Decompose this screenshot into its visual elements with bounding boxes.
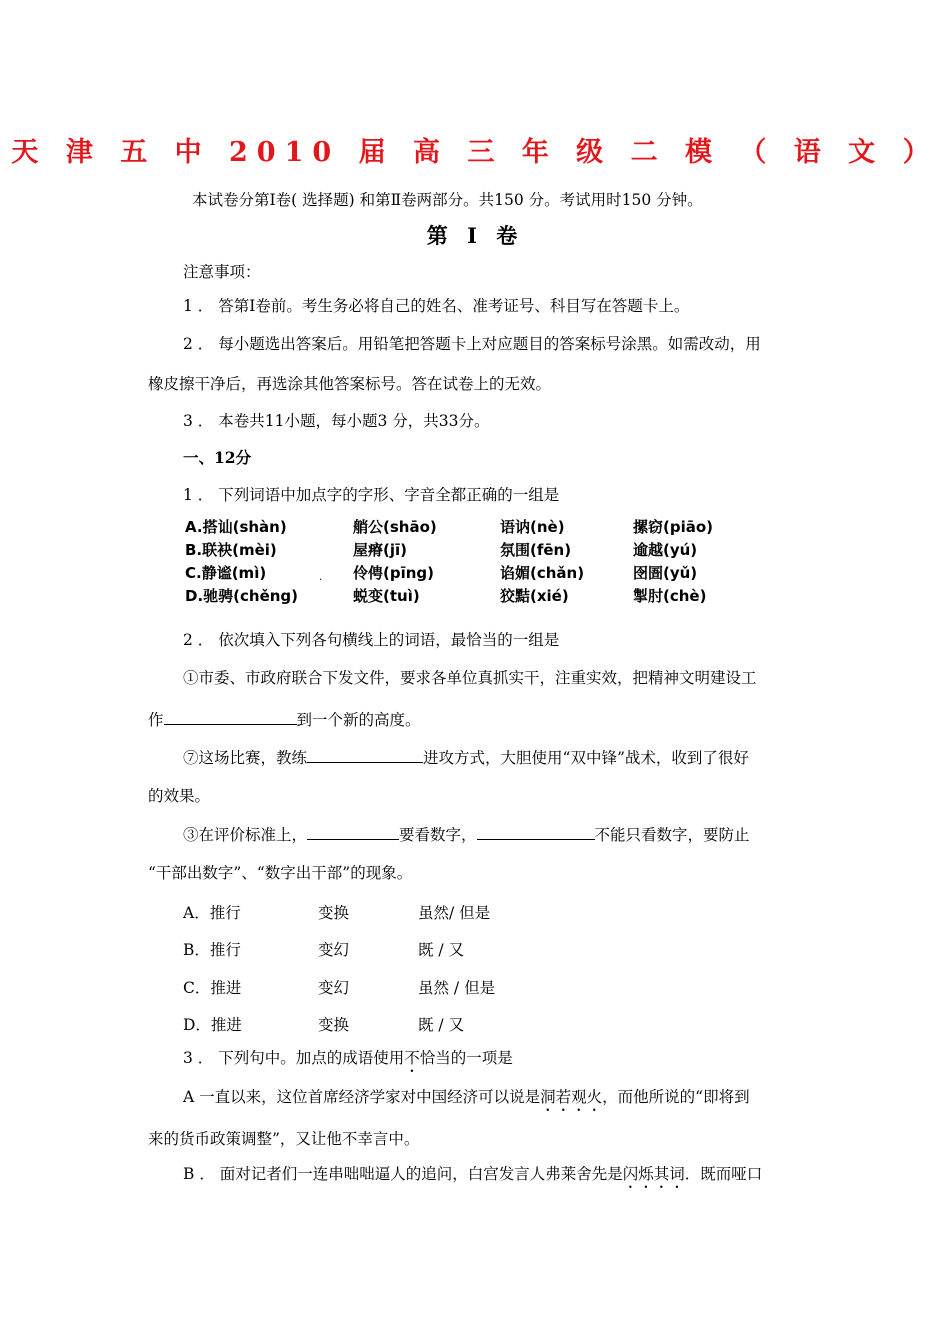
- sentence-text: 要看数字，: [399, 826, 477, 844]
- option-cell: 囹圄(yǔ): [633, 564, 698, 582]
- sentence-text: 3 ． 下列句中。加点的成语使用: [183, 1049, 405, 1067]
- option-c-word2: 变幻: [318, 979, 350, 997]
- option-cell: 伶俜(pīng): [353, 564, 435, 582]
- option-b-word2: 变幻: [318, 941, 350, 959]
- sentence-2: [183, 746, 749, 768]
- option-d-word3: 既 / 又: [418, 1016, 465, 1034]
- note-item-2-cont: 橡皮擦干净后，再选涂其他答案标号。答在试卷上的无效。: [148, 375, 552, 393]
- sentence-text: 不能只看数字，要防止: [594, 826, 750, 844]
- option-cell: 屋瘠(jī): [353, 541, 407, 559]
- sentence-2-cont: 的效果。: [148, 787, 211, 805]
- question-2-stem: 2 ． 依次填入下列各句横线上的词语，最恰当的一组是: [183, 631, 560, 649]
- fill-blank: [477, 823, 595, 840]
- option-cell: 谄媚(chǎn): [500, 564, 585, 582]
- sentence-1: ①市委、市政府联合下发文件，要求各单位真抓实干，注重实效，把精神文明建设工: [183, 669, 757, 687]
- question-3-option-b: [183, 1164, 762, 1192]
- option-cell: 狡黠(xié): [500, 587, 569, 605]
- exam-intro: 本试卷分第Ⅰ卷( 选择题) 和第Ⅱ卷两部分。共150 分。考试用时150 分钟。: [192, 191, 703, 209]
- sentence-text: B ． 面对记者们一连串咄咄逼人的追问，白宫发言人弗莱舍先是: [183, 1165, 623, 1183]
- option-d-word2: 变换: [318, 1016, 350, 1034]
- sentence-text: ．既而哑口: [684, 1165, 763, 1183]
- question-3-option-a-cont: 来的货币政策调整”，又让他不幸言中。: [148, 1130, 420, 1148]
- sentence-3-cont: “干部出数字”、“数字出干部”的现象。: [148, 864, 413, 882]
- option-cell: 摞窃(piāo): [633, 518, 714, 536]
- option-cell: D.驰骋(chěng): [185, 587, 299, 605]
- sentence-3: [183, 823, 750, 845]
- sentence-text: A 一直以来，这位首席经济学家对中国经济可以说是: [183, 1088, 541, 1106]
- section-title: 第 Ⅰ 卷: [426, 223, 524, 248]
- option-c-label: C．推进: [183, 979, 242, 997]
- question-3-stem: [183, 1048, 513, 1076]
- stray-dot: ·: [319, 575, 323, 586]
- dotted-word: 不: [404, 1049, 420, 1067]
- part-heading: 一、12分: [183, 448, 252, 467]
- option-cell: 逾越(yú): [633, 541, 698, 559]
- option-a-label: A．推行: [183, 904, 241, 922]
- question-1-stem: 1 ． 下列词语中加点字的字形、字音全都正确的一组是: [183, 486, 560, 504]
- option-cell: 语讷(nè): [500, 518, 565, 536]
- option-cell: 蜕变(tuì): [353, 587, 420, 605]
- option-b-word3: 既 / 又: [418, 941, 465, 959]
- sentence-text: 恰当的一项是: [419, 1049, 513, 1067]
- fill-blank: [164, 708, 297, 725]
- option-cell: C.静谧(mì): [185, 564, 267, 582]
- option-cell: A.搭讪(shàn): [185, 518, 287, 536]
- sentence-text: ，而他所说的“即将到: [602, 1088, 750, 1106]
- fill-blank: [307, 823, 399, 840]
- option-cell: 艄公(shāo): [353, 518, 437, 536]
- option-cell: 掣肘(chè): [633, 587, 707, 605]
- notes-heading: 注意事项：: [183, 263, 261, 281]
- option-a-word3: 虽然/ 但是: [418, 904, 491, 922]
- dotted-idiom: 闪烁其词: [622, 1165, 685, 1183]
- note-item-1: 1 ． 答第Ⅰ卷前。考生务必将自己的姓名、准考证号、科目写在答题卡上。: [183, 297, 690, 315]
- sentence-text: 到一个新的高度。: [296, 711, 421, 729]
- exam-title: 天 津 五 中 2010 届 高 三 年 级 二 模 （ 语 文 ）: [11, 137, 939, 168]
- fill-blank: [307, 746, 423, 763]
- sentence-text: 进攻方式，大胆使用“双中锋”战术，收到了很好: [423, 749, 749, 767]
- option-cell: B.联袂(mèi): [185, 541, 277, 559]
- sentence-text: ⑦这场比赛，教练: [183, 749, 308, 767]
- sentence-text: ③在评价标准上，: [183, 826, 308, 844]
- option-b-label: B．推行: [183, 941, 241, 959]
- option-a-word2: 变换: [318, 904, 350, 922]
- question-1-options-grid: [183, 516, 743, 612]
- option-c-word3: 虽然 / 但是: [418, 979, 496, 997]
- option-d-label: D．推进: [183, 1016, 242, 1034]
- sentence-1-cont: [148, 708, 421, 730]
- note-item-3: 3 ． 本卷共11小题，每小题3 分，共33分。: [183, 412, 490, 430]
- question-3-option-a: [183, 1087, 750, 1115]
- dotted-idiom: 洞若观火: [540, 1088, 603, 1106]
- note-item-2: 2 ． 每小题选出答案后。用铅笔把答题卡上对应题目的答案标号涂黑。如需改动，用: [183, 335, 761, 353]
- option-cell: 氛围(fēn): [500, 541, 572, 559]
- sentence-text: 作: [148, 711, 164, 729]
